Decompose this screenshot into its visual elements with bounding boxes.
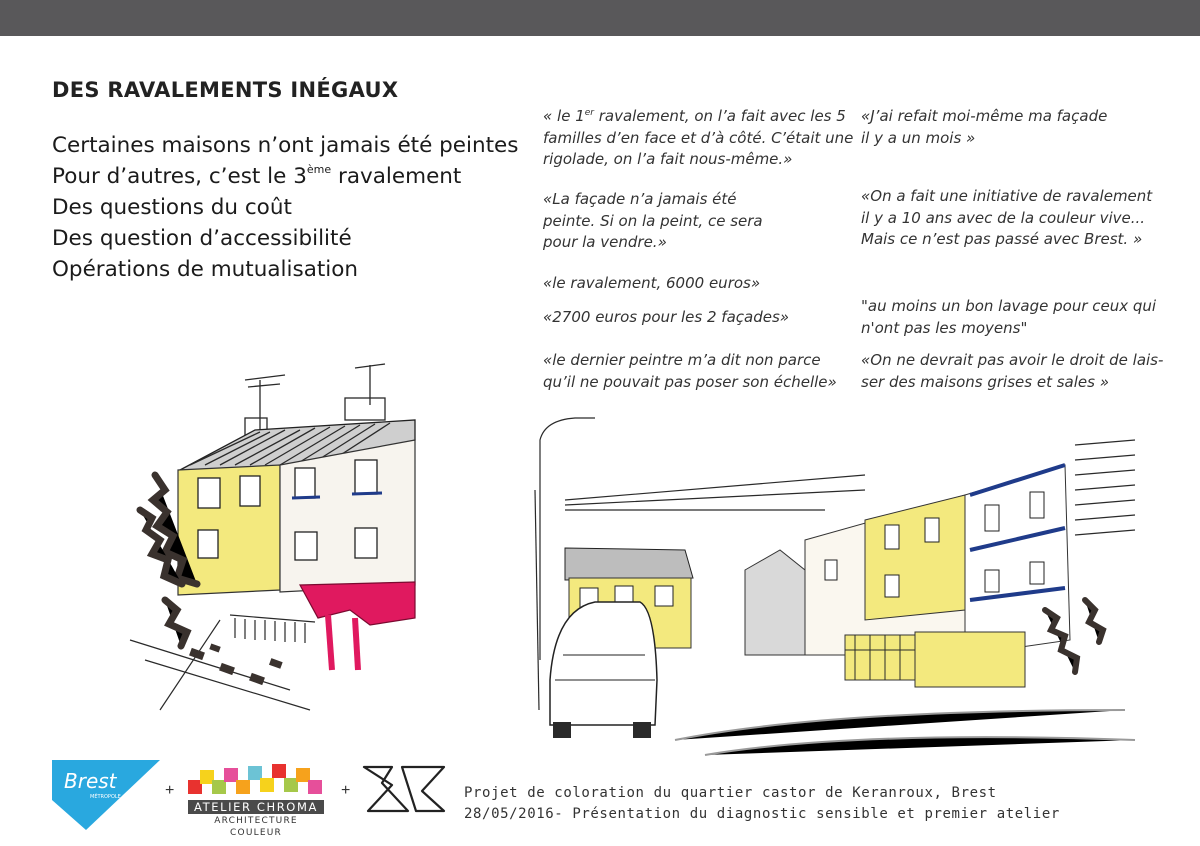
quote-first-ravalement: « le 1er ravalement, on l’a fait avec les 5 familles d’en face et d’à côté. C’était une rigolade, on l’a fait nous-même.» xyxy=(543,107,854,168)
top-bar xyxy=(0,0,1200,36)
svg-text:MÉTROPOLE: MÉTROPOLE xyxy=(90,794,121,800)
sketch-x-logo-icon xyxy=(362,765,446,813)
quote-grey-houses: «On ne devrait pas avoir le droit de lais- ser des maisons grises et sales » xyxy=(861,351,1164,391)
atelier-chroma-title: ATELIER CHROMA xyxy=(188,800,324,814)
page-title: DES RAVALEMENTS INÉGAUX xyxy=(52,78,399,102)
quote-washing: "au moins un bon lavage pour ceux qui n'ont pas les moyens" xyxy=(861,297,1157,337)
quote-cost-2700: «2700 euros pour les 2 façades» xyxy=(543,308,790,326)
street-sketch-right xyxy=(525,410,1140,760)
project-caption-line-2: 28/05/2016- Présentation du diagnostic sensible et premier atelier xyxy=(464,806,1060,822)
project-caption-line-1: Projet de coloration du quartier castor de Keranroux, Brest xyxy=(464,785,997,801)
atelier-chroma-logo-icon xyxy=(188,762,324,800)
quote-initiative: «On a fait une initiative de ravalement il y a 10 ans avec de la couleur vive... Mais ce n’est pas passé avec Brest. » xyxy=(861,187,1153,248)
point-1: Certaines maisons n’ont jamais été peintes xyxy=(52,133,519,158)
brest-logo-icon xyxy=(52,760,160,832)
plus-sign-2: + xyxy=(341,782,351,799)
quote-never-painted: «La façade n’a jamais été peinte. Si on la peint, ce sera pour la vendre.» xyxy=(543,190,763,251)
quote-self-repainted: «J’ai refait moi-même ma façade il y a un mois » xyxy=(861,107,1108,147)
quote-ladder: «le dernier peintre m’a dit non parce qu’il ne pouvait pas poser son échelle» xyxy=(543,351,837,391)
plus-sign-1: + xyxy=(165,782,175,799)
svg-text:Brest: Brest xyxy=(64,769,117,793)
quote-cost-6000: «le ravalement, 6000 euros» xyxy=(543,274,761,292)
key-points xyxy=(52,130,519,285)
point-2: Pour d’autres, c’est le 3ème ravalement xyxy=(52,163,462,189)
project-caption xyxy=(464,783,1060,825)
point-3: Des questions du coût xyxy=(52,195,292,220)
point-5: Opérations de mutualisation xyxy=(52,257,359,282)
house-sketch-left xyxy=(70,360,425,720)
atelier-chroma-subtitle: ARCHITECTURE COULEUR xyxy=(188,815,324,827)
point-4: Des question d’accessibilité xyxy=(52,226,352,251)
